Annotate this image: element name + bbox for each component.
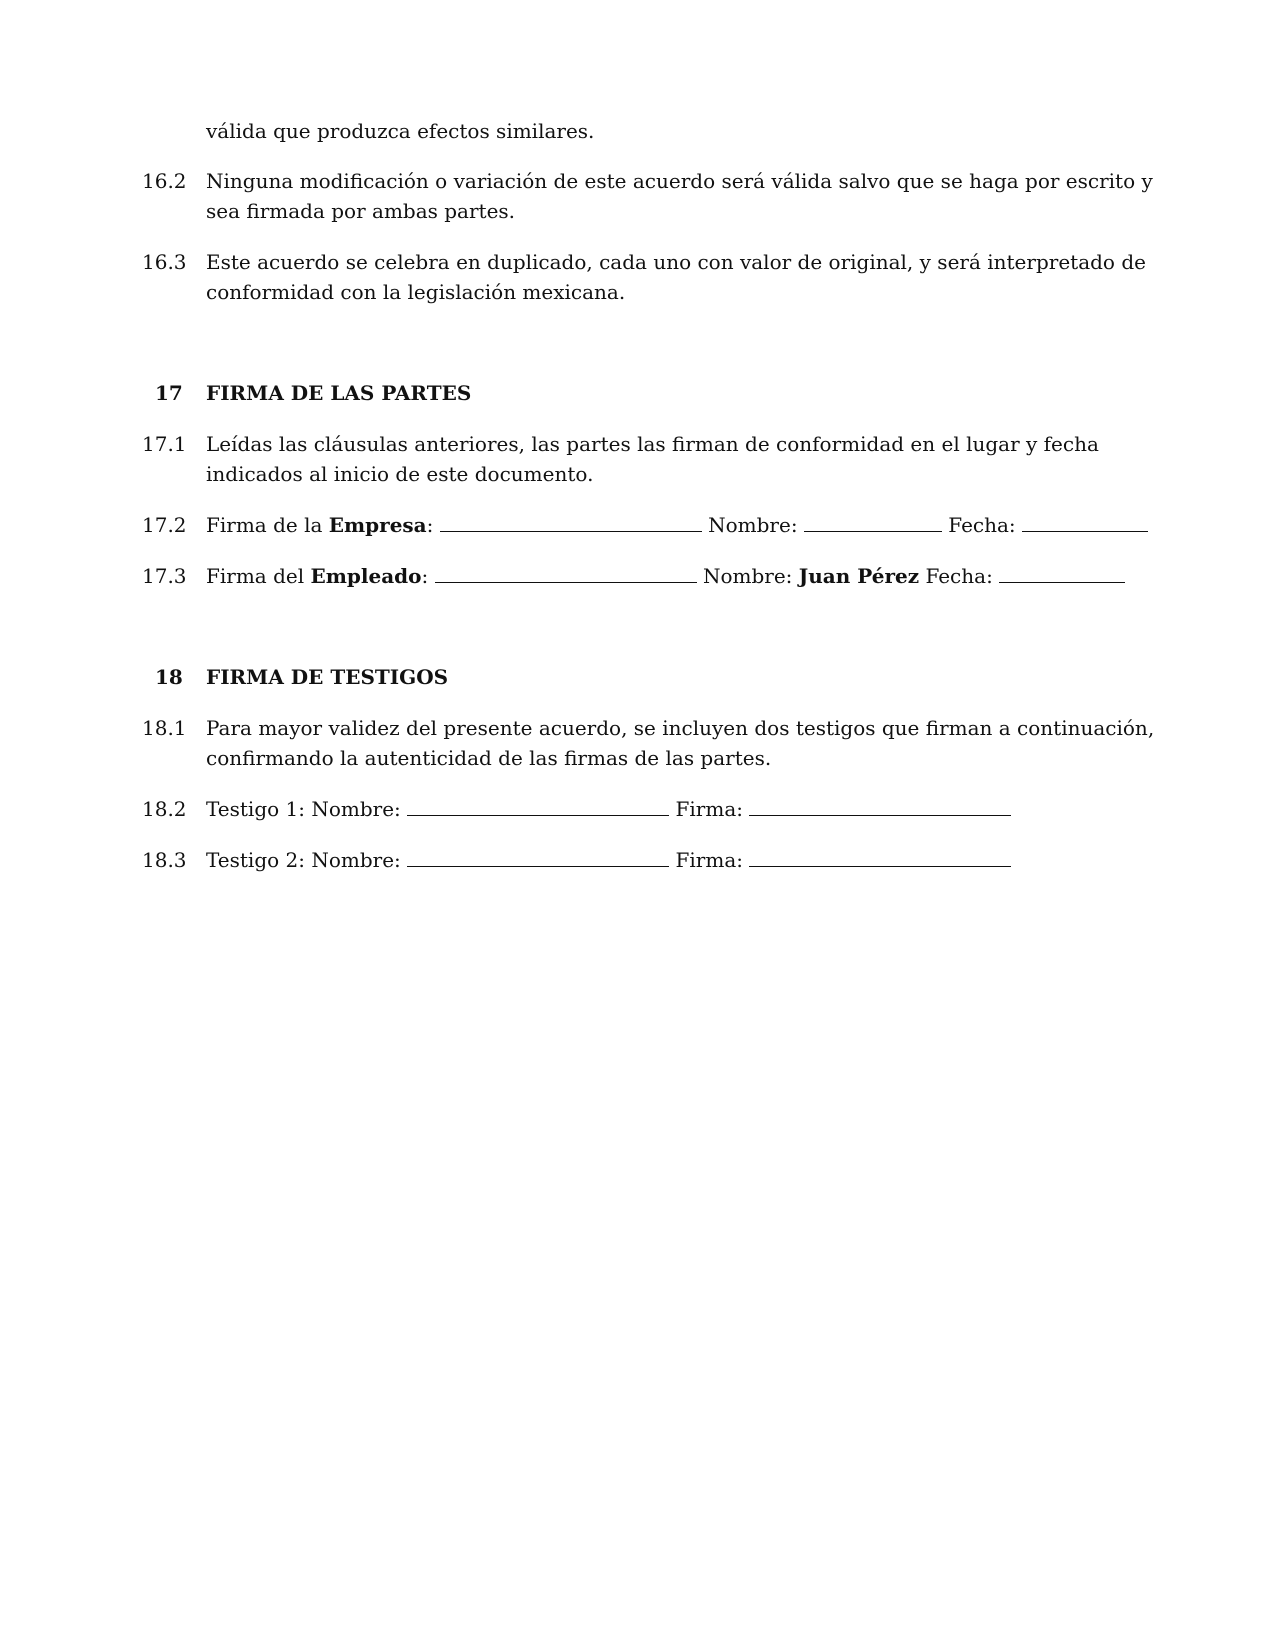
witness-2-name-blank[interactable] — [407, 846, 669, 867]
name-label: Nombre: — [702, 564, 793, 588]
witness-2-line — [206, 845, 1011, 875]
section-title: FIRMA DE LAS PARTES — [206, 381, 472, 405]
label: Firma de la — [206, 513, 329, 537]
signature-line-company — [206, 510, 1148, 540]
witness-label: Testigo 1: Nombre: — [206, 797, 401, 821]
clause-text: Leídas las cláusulas anteriores, las partes las firman de conformidad en el lugar y fecha — [206, 432, 1099, 456]
clause-text: confirmando la autenticidad de las firmas de las partes. — [206, 746, 772, 770]
witness-1-signature-blank[interactable] — [749, 795, 1011, 816]
clause-number: 17.3 — [142, 564, 187, 588]
clause-number: 18.2 — [142, 797, 187, 821]
sign-label: Firma: — [675, 848, 743, 872]
company-signature-blank[interactable] — [440, 511, 702, 532]
witness-1-line — [206, 794, 1011, 824]
clause-text: Ninguna modificación o variación de este acuerdo será válida salvo que se haga por escrito y — [206, 169, 1153, 193]
witness-2-signature-blank[interactable] — [749, 846, 1011, 867]
clause-text: válida que produzca efectos similares. — [206, 119, 595, 143]
clause-number: 17.1 — [142, 432, 187, 456]
section-title: FIRMA DE TESTIGOS — [206, 665, 449, 689]
party-name: Empresa — [328, 513, 427, 537]
name-label: Nombre: — [708, 513, 798, 537]
witness-1-name-blank[interactable] — [407, 795, 669, 816]
witness-label: Testigo 2: Nombre: — [206, 848, 401, 872]
clause-text: sea firmada por ambas partes. — [206, 199, 516, 223]
colon: : — [421, 564, 429, 588]
clause-number: 16.3 — [142, 250, 187, 274]
section-number: 17 — [155, 381, 183, 405]
signature-line-employee — [206, 561, 1125, 591]
clause-text: conformidad con la legislación mexicana. — [206, 280, 626, 304]
clause-number: 18.3 — [142, 848, 187, 872]
employee-name-value: Juan Pérez — [798, 564, 920, 588]
party-name: Empleado — [310, 564, 422, 588]
company-date-blank[interactable] — [1022, 511, 1148, 532]
date-label: Fecha: — [925, 564, 993, 588]
employee-date-blank[interactable] — [999, 562, 1125, 583]
label: Firma del — [206, 564, 311, 588]
clause-number: 16.2 — [142, 169, 187, 193]
clause-number: 17.2 — [142, 513, 187, 537]
employee-signature-blank[interactable] — [435, 562, 697, 583]
clause-text: Este acuerdo se celebra en duplicado, cada uno con valor de original, y será interpretado de — [206, 250, 1146, 274]
company-name-blank[interactable] — [804, 511, 942, 532]
clause-number: 18.1 — [142, 716, 187, 740]
date-label: Fecha: — [948, 513, 1016, 537]
clause-text: indicados al inicio de este documento. — [206, 462, 594, 486]
section-number: 18 — [155, 665, 183, 689]
colon: : — [426, 513, 434, 537]
sign-label: Firma: — [675, 797, 743, 821]
clause-text: Para mayor validez del presente acuerdo, se incluyen dos testigos que firman a continuación, — [206, 716, 1155, 740]
